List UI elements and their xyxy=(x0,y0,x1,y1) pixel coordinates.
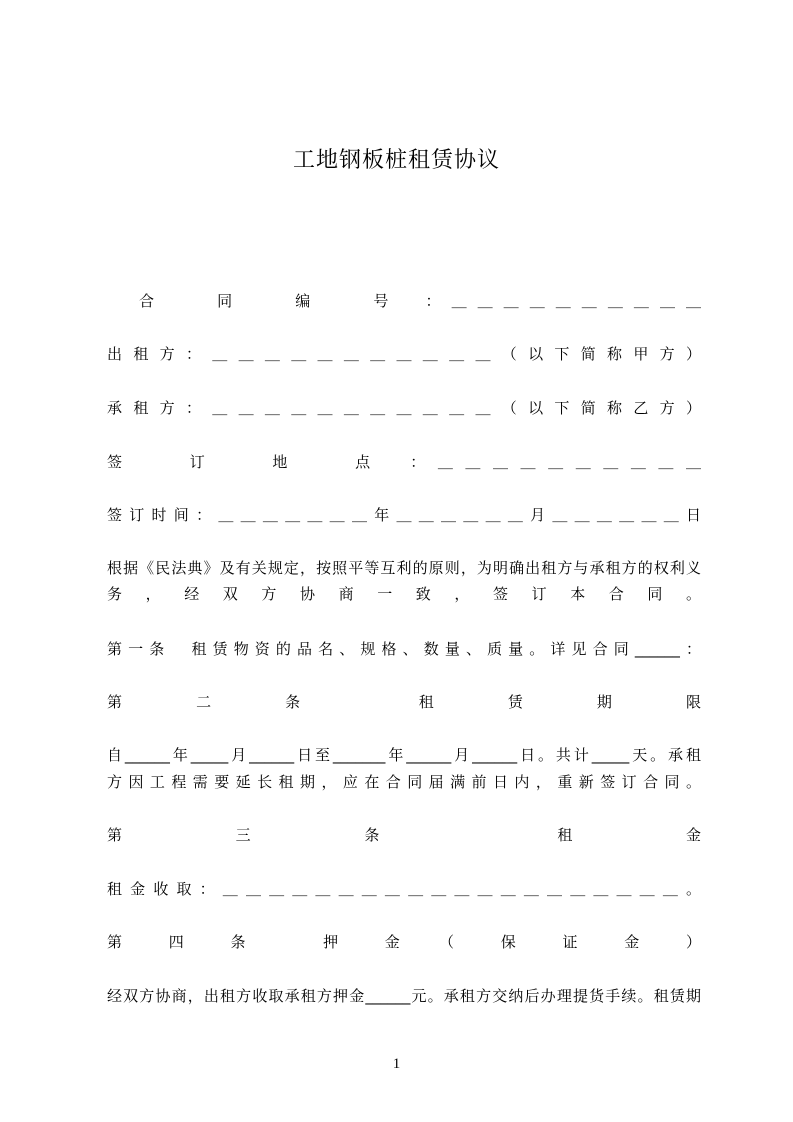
article-4-text-line-1: 经双方协商，出租方收取承租方押金______元。承租方交纳后办理提货手续。租赁期 xyxy=(107,987,701,1005)
document-title: 工地钢板桩租赁协议 xyxy=(292,148,500,173)
article-3-heading: 第 三 条 租 金 xyxy=(107,826,701,844)
rent-collection-line: 租金收取：＿＿＿＿＿＿＿＿＿＿＿＿＿＿＿＿＿＿＿＿。 xyxy=(107,880,701,898)
article-4-heading: 第 四 条 押 金 （ 保 证 金 ） xyxy=(107,933,701,951)
article-1-line: 第一条 租赁物资的品名、规格、数量、质量。详见合同______： xyxy=(107,640,701,658)
preamble-line-2: 务，经双方协商一致，签订本合同。 xyxy=(107,585,701,603)
contract-number-line: 合 同 编 号 ：＿＿＿＿＿＿＿＿＿＿ xyxy=(139,292,701,310)
signing-place-line: 签 订 地 点 ：＿＿＿＿＿＿＿＿＿＿ xyxy=(107,453,701,471)
lessee-line: 承租方：＿＿＿＿＿＿＿＿＿＿＿（以下简称乙方） xyxy=(107,399,701,417)
signing-date-line: 签订时间：＿＿＿＿＿＿＿年＿＿＿＿＿＿月＿＿＿＿＿＿日 xyxy=(107,506,701,524)
article-2-text-line-1: 自______年_____月______日至_______年______月______日。共计_____天。承租 xyxy=(107,746,701,764)
article-2-text-line-2: 方因工程需要延长租期，应在合同届满前日内，重新签订合同。 xyxy=(107,773,701,791)
preamble-line-1: 根据《民法典》及有关规定，按照平等互利的原则，为明确出租方与承租方的权利义 xyxy=(107,559,701,577)
article-2-heading: 第 二 条 租 赁 期 限 xyxy=(107,693,701,711)
lessor-line: 出租方：＿＿＿＿＿＿＿＿＿＿＿（以下简称甲方） xyxy=(107,345,701,363)
page-number: 1 xyxy=(392,1056,401,1072)
